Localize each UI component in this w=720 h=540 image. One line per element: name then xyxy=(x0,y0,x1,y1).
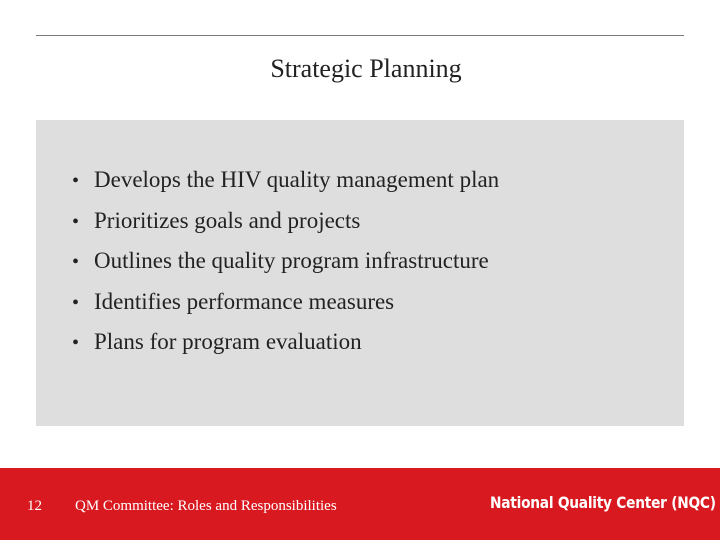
bullet-text: Develops the HIV quality management plan xyxy=(94,167,500,192)
bullet-text: Plans for program evaluation xyxy=(94,329,362,354)
bullet-list xyxy=(72,160,499,363)
bullet-dot-icon: • xyxy=(72,210,80,233)
content-panel xyxy=(36,120,684,426)
bullet-text: Outlines the quality program infrastructure xyxy=(94,248,489,273)
bullet-text: Prioritizes goals and projects xyxy=(94,207,361,233)
bullet-text: Identifies performance measures xyxy=(94,288,395,314)
bullet-item xyxy=(72,160,499,201)
bullet-item xyxy=(72,241,499,282)
footer-bar xyxy=(0,468,720,540)
footer-caption: QM Committee: Roles and Responsibilities xyxy=(75,498,337,514)
bullet-dot-icon: • xyxy=(72,291,80,314)
bullet-dot-icon: • xyxy=(72,251,80,273)
bullet-item xyxy=(72,322,499,363)
organization-logo: National Quality Center (NQC) xyxy=(490,493,716,512)
bullet-dot-icon: • xyxy=(72,332,80,354)
bullet-item xyxy=(72,282,499,323)
slide-title: Strategic Planning xyxy=(270,54,462,83)
page-number: 12 xyxy=(27,498,42,514)
bullet-item xyxy=(72,201,499,242)
top-divider xyxy=(36,35,684,36)
bullet-dot-icon: • xyxy=(72,170,80,192)
